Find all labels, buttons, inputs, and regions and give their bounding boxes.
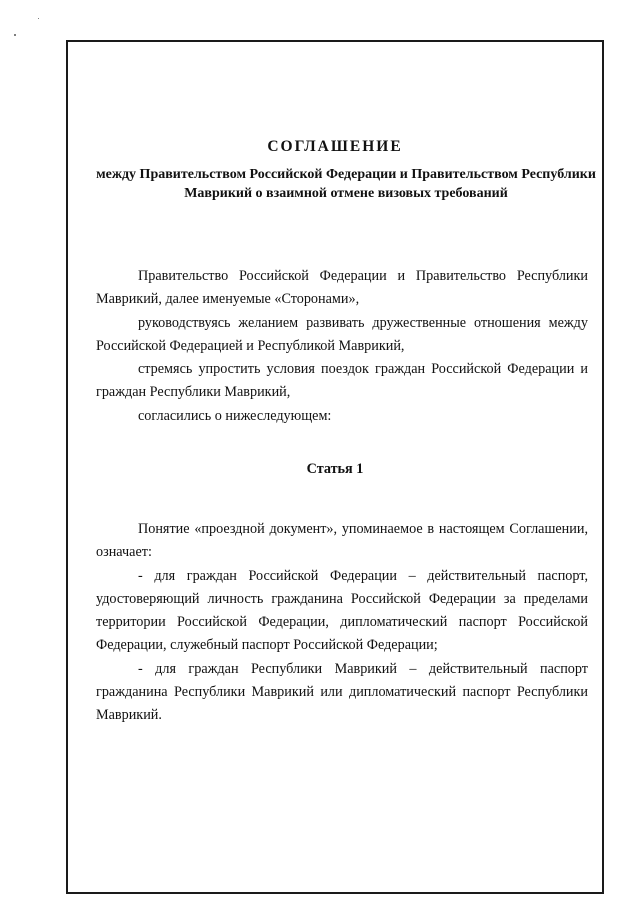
preamble-paragraph: стремясь упростить условия поездок граждан Российской Федерации и граждан Республики Маврикий, [96, 361, 588, 401]
scan-speck [38, 18, 39, 19]
document-subtitle: между Правительством Российской Федерации и Правительством Республики Маврикий о взаимной отмене визовых требований [96, 167, 596, 201]
preamble-paragraph: Правительство Российской Федерации и Правительство Республики Маврикий, далее именуемые «Сторонами», [96, 268, 588, 308]
article-paragraph: - для граждан Республики Маврикий – действительный паспорт гражданина Республики Маврикий или дипломатический паспорт Республики Маврикий. [96, 660, 588, 724]
preamble-paragraph: согласились о нижеследующем: [138, 407, 332, 424]
document-title: СОГЛАШЕНИЕ [267, 138, 403, 155]
preamble [96, 265, 588, 428]
article-heading: Статья 1 [306, 461, 364, 477]
article-paragraph: Понятие «проездной документ», упоминаемое в настоящем Соглашении, означает: [96, 521, 588, 561]
article-paragraph: - для граждан Российской Федерации – действительный паспорт, удостоверяющий личность гражданина Российской Федерации за пределами территории Российской Федерации, дипломатический паспорт Российской Федерации, служебный паспорт Российской Федерации; [96, 567, 588, 654]
preamble-paragraph: руководствуясь желанием развивать дружественные отношения между Российской Федерацией и Республикой Маврикий, [96, 314, 588, 354]
article-1-body [96, 518, 588, 728]
scan-speck [14, 34, 16, 36]
